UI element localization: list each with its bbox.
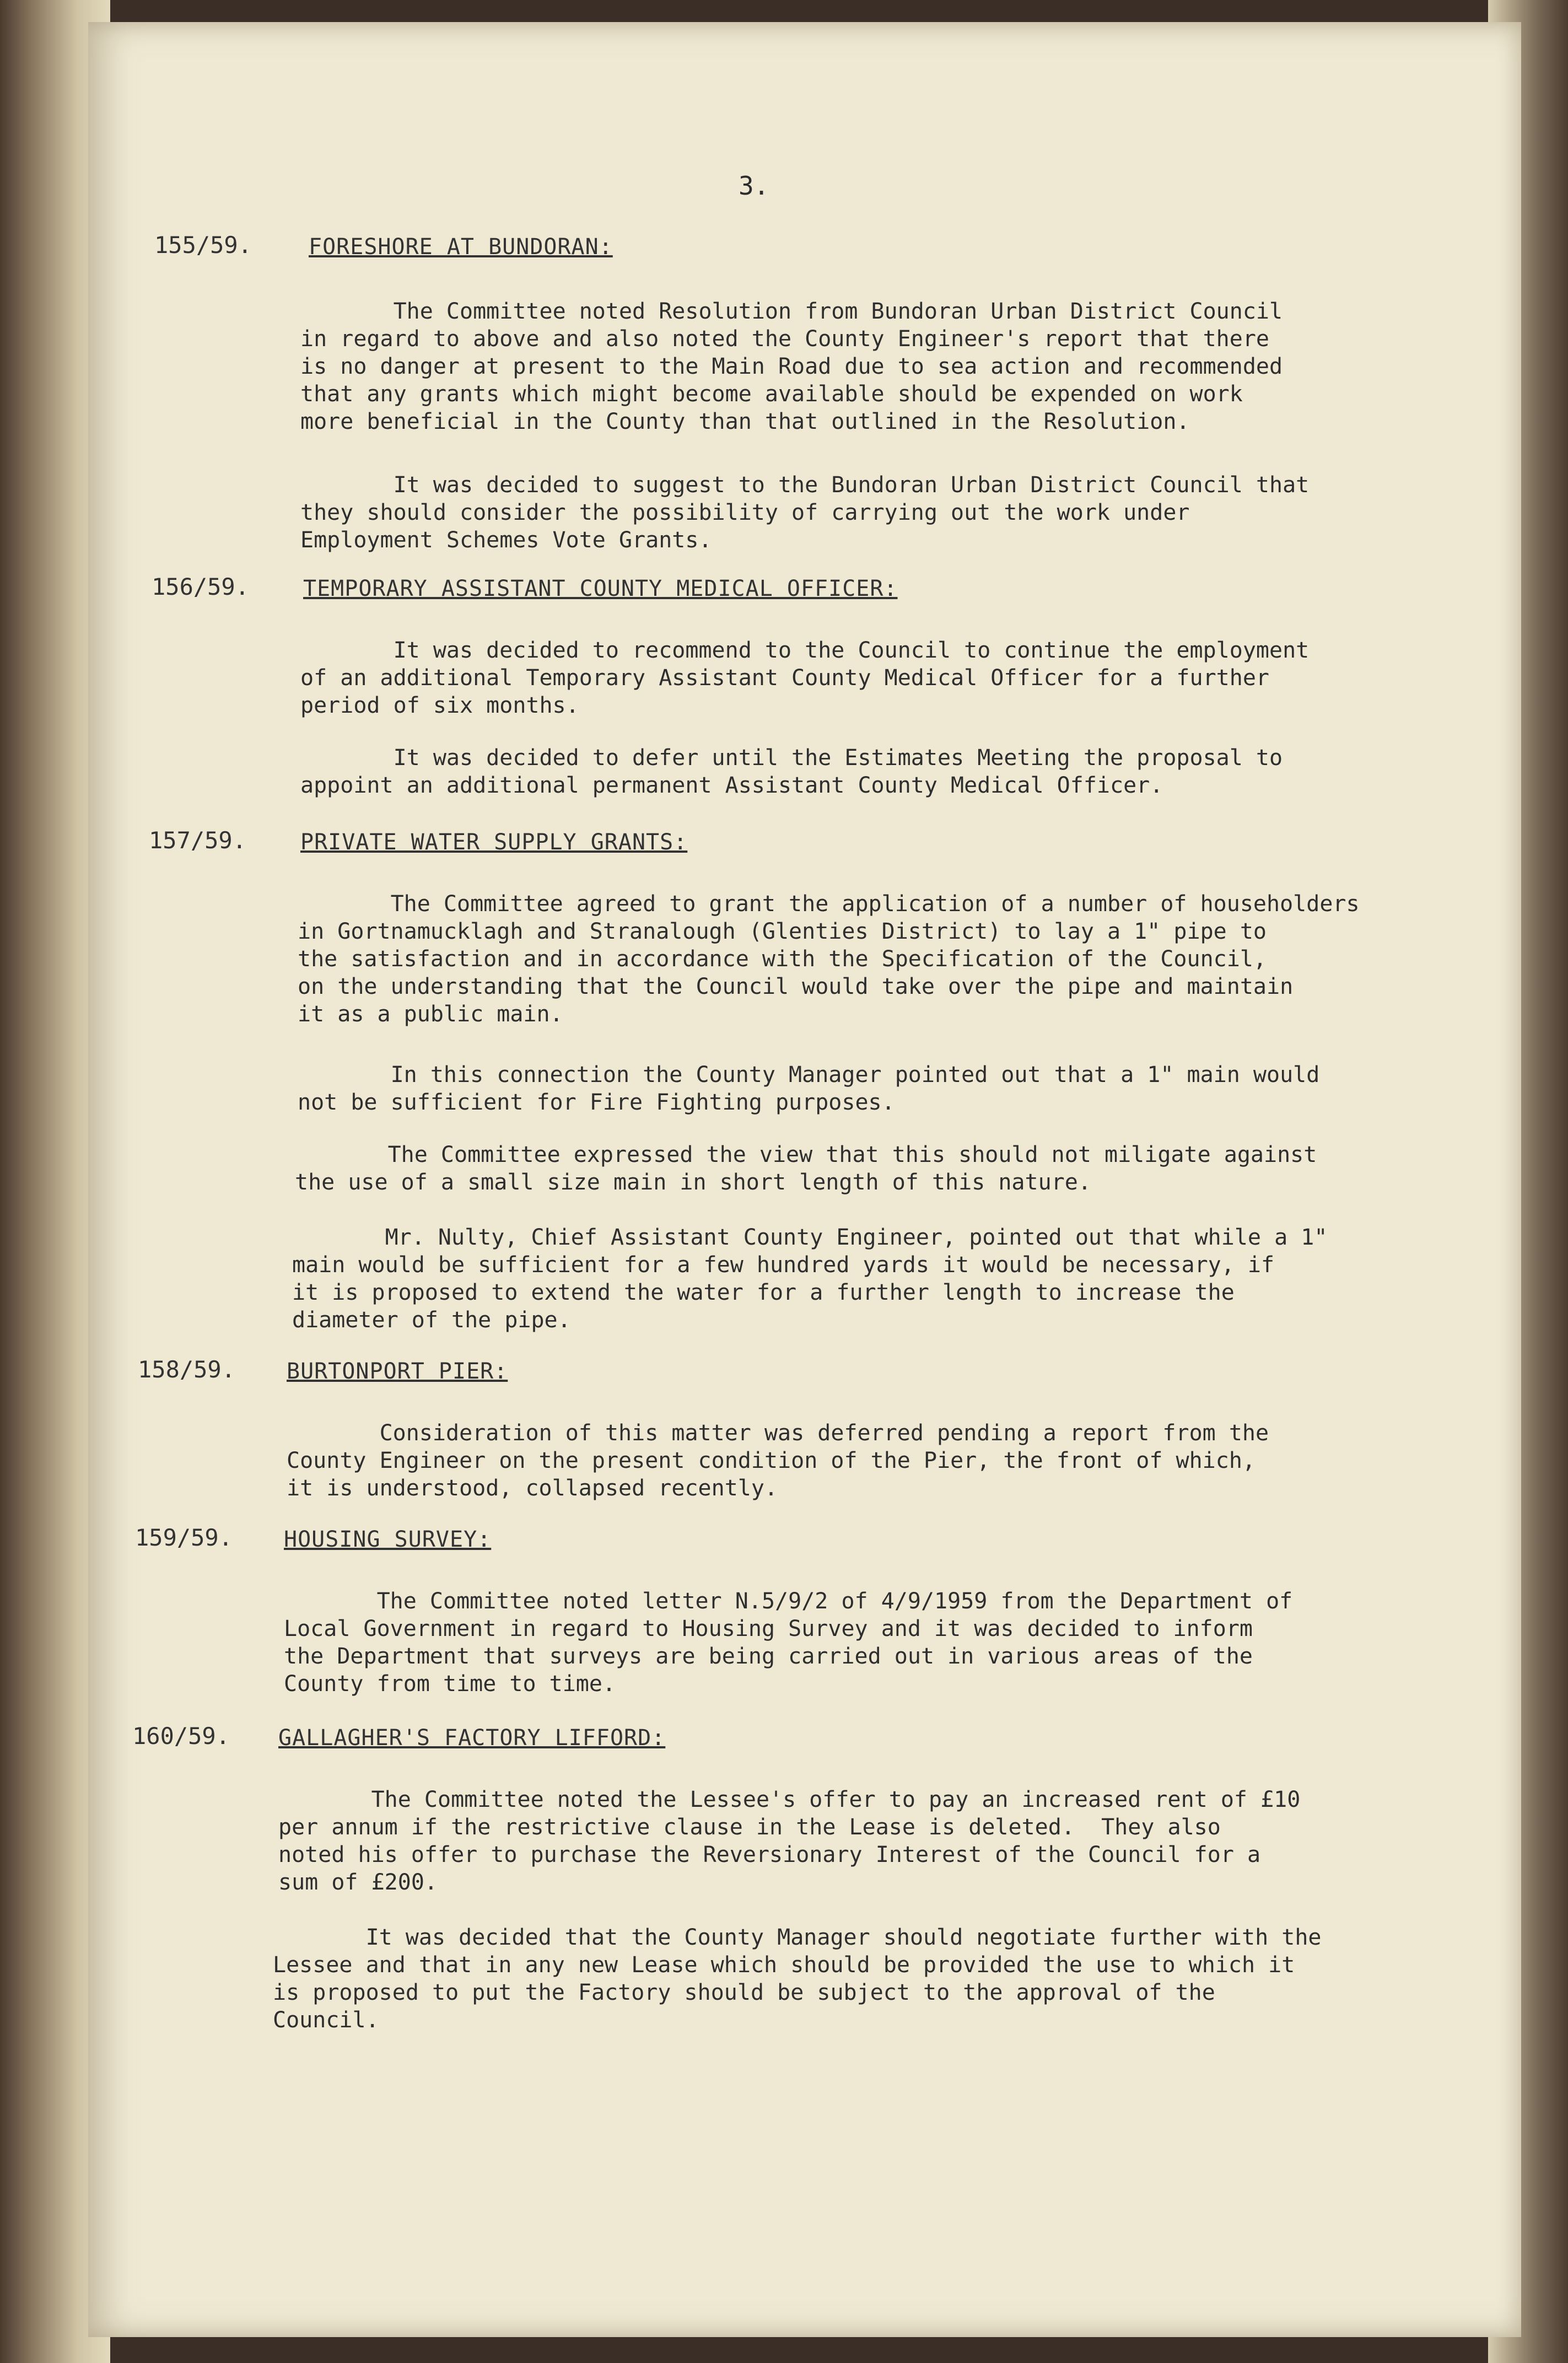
para-159-1: The Committee noted letter N.5/9/2 of 4/9/1959 from the Department of Local Government in regard to Housing Survey and it was decided to inform the Department that surveys are being carried out in various areas of the County from time to time. (284, 1589, 1293, 1697)
para-157-2: In this connection the County Manager pointed out that a 1" main would not be sufficient for Fire Fighting purposes. (298, 1062, 1320, 1115)
item-number-160: 160/59. (132, 1723, 230, 1750)
para-160-2: It was decided that the County Manager should negotiate further with the Lessee and that in any new Lease which should be provided the use to which it is proposed to put the Factory should be subject to the approval of the Council. (273, 1925, 1322, 2033)
item-number-158: 158/59. (138, 1356, 236, 1383)
heading-foreshore: FORESHORE AT BUNDORAN: (309, 234, 613, 260)
heading-private-water-supply: PRIVATE WATER SUPPLY GRANTS: (300, 830, 688, 855)
para-157-1: The Committee agreed to grant the application of a number of householders in Gortnamucklagh and Stranalough (Glenties District) to lay a 1" pipe to the satisfaction and in accordance with the Specification of the Council, on the understanding that the Council would take over the pipe and maintain it as a public main. (298, 891, 1360, 1027)
para-157-3: The Committee expressed the view that this should not miligate against the use of a small size main in short length of this nature. (295, 1142, 1317, 1195)
para-156-2: It was decided to defer until the Estimates Meeting the proposal to appoint an additional permanent Assistant County Medical Officer. (300, 745, 1283, 798)
item-number-157: 157/59. (149, 827, 247, 854)
item-number-156: 156/59. (152, 573, 250, 600)
para-160-1: The Committee noted the Lessee's offer to pay an increased rent of £10 per annum if the restrictive clause in the Lease is deleted. They also noted his offer to purchase the Reversionary Interest of the Council for a sum of £200. (278, 1787, 1301, 1895)
item-number-155: 155/59. (154, 232, 252, 259)
heading-temporary-medical-officer: TEMPORARY ASSISTANT COUNTY MEDICAL OFFICER: (303, 576, 898, 601)
item-number-159: 159/59. (135, 1524, 233, 1551)
heading-gallaghers-factory: GALLAGHER'S FACTORY LIFFORD: (278, 1725, 666, 1751)
document-page (88, 22, 1521, 2337)
page-number: 3. (739, 171, 769, 201)
para-155-2: It was decided to suggest to the Bundoran Urban District Council that they should consider the possibility of carrying out the work under Employment Schemes Vote Grants. (300, 472, 1310, 553)
heading-burtonport-pier: BURTONPORT PIER: (287, 1359, 508, 1384)
para-156-1: It was decided to recommend to the Council to continue the employment of an additional Temporary Assistant County Medical Officer for a further period of six months. (300, 638, 1310, 718)
heading-housing-survey: HOUSING SURVEY: (284, 1527, 492, 1552)
para-155-1: The Committee noted Resolution from Bundoran Urban District Council in regard to above and also noted the County Engineer's report that there is no danger at present to the Main Road due to sea action and recommended that any grants which might become available should be expended on work more beneficial in the County than that outlined in the Resolution. (300, 299, 1283, 434)
para-157-4: Mr. Nulty, Chief Assistant County Engineer, pointed out that while a 1" main would be sufficient for a few hundred yards it would be necessary, if it is proposed to extend the water for a further length to increase the diameter of the pipe. (292, 1225, 1328, 1333)
para-158-1: Consideration of this matter was deferred pending a report from the County Engineer on the present condition of the Pier, the front of which, it is understood, collapsed recently. (287, 1420, 1269, 1501)
